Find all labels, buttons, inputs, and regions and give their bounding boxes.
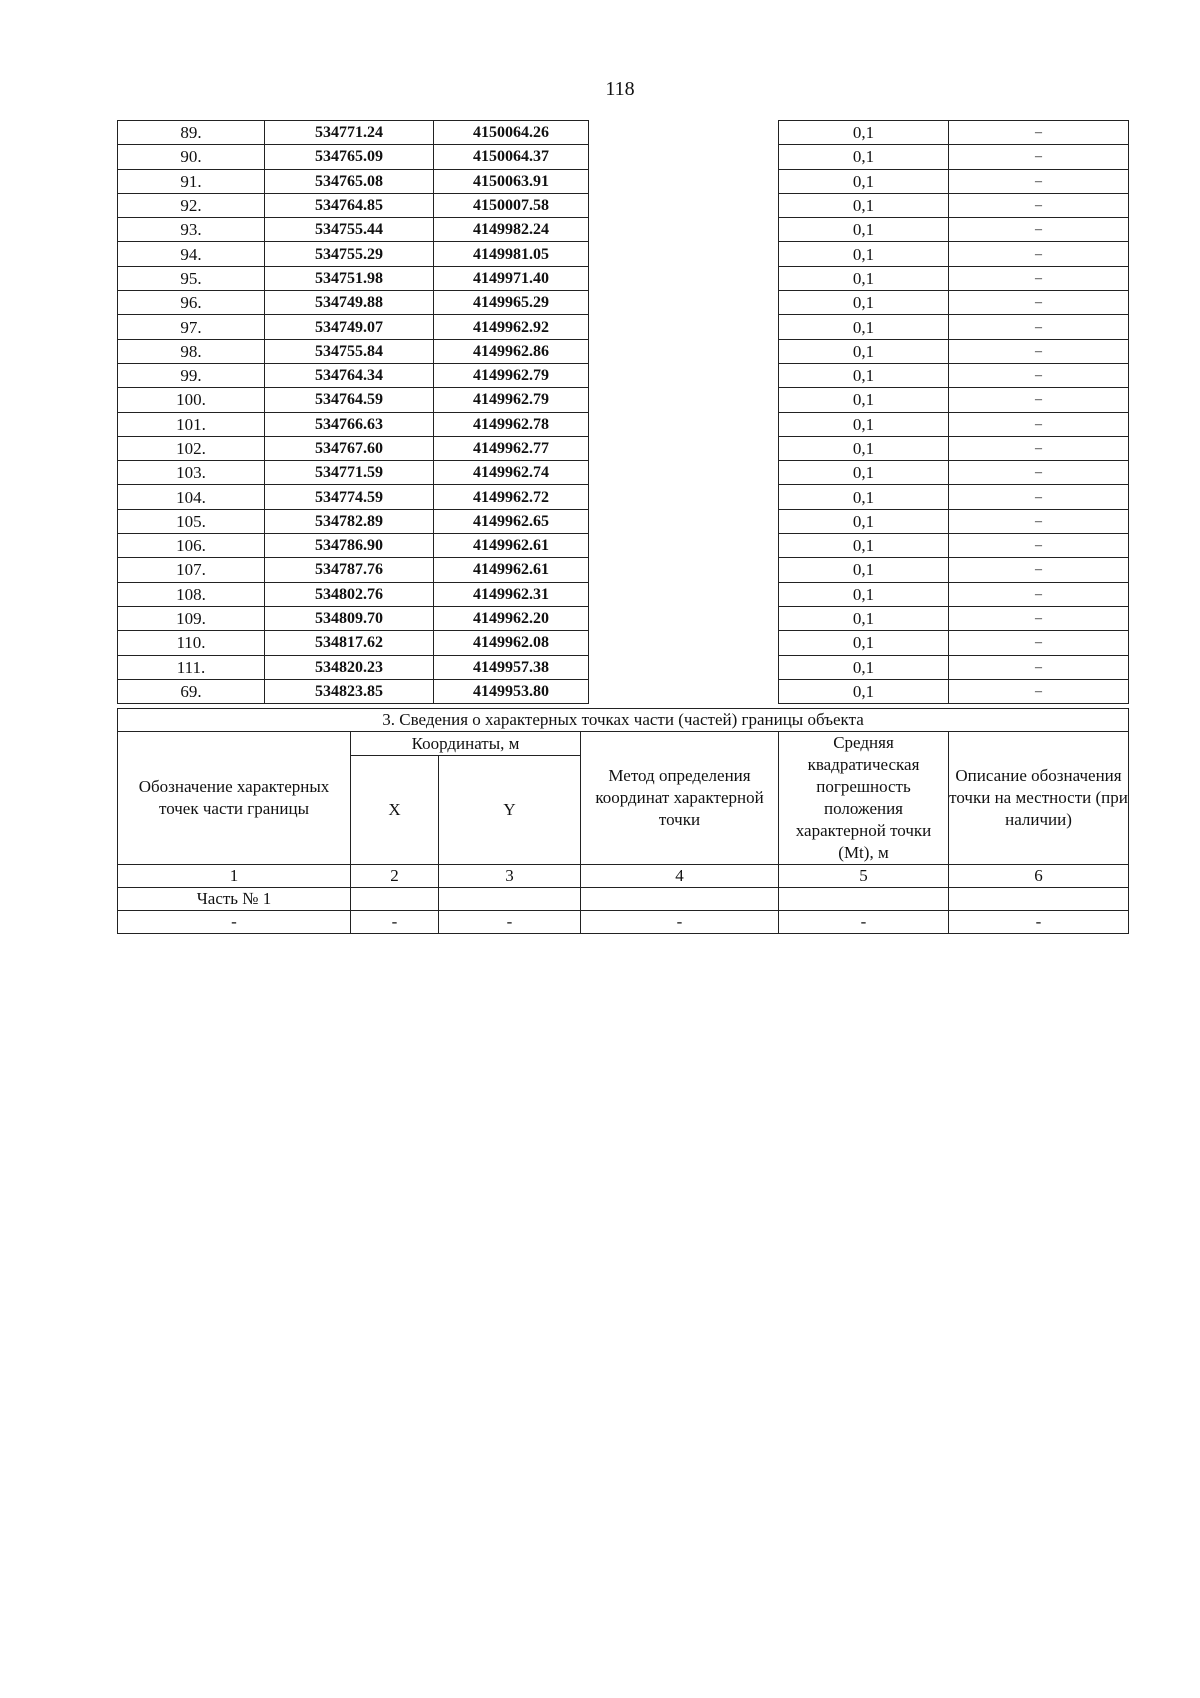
coordinate-row — [118, 145, 1129, 169]
coordinate-y: 4149981.05 — [434, 242, 589, 266]
point-description: – — [949, 339, 1129, 363]
data-cell: - — [581, 911, 779, 934]
coordinate-y: 4149957.38 — [434, 655, 589, 679]
method-cell — [589, 412, 779, 436]
point-description: – — [949, 679, 1129, 703]
point-description: – — [949, 145, 1129, 169]
point-number: 89. — [118, 121, 265, 145]
mean-error-value: 0,1 — [779, 242, 949, 266]
method-cell — [589, 169, 779, 193]
index-cell: 1 — [118, 865, 351, 888]
mean-error-value: 0,1 — [779, 291, 949, 315]
point-number: 108. — [118, 582, 265, 606]
coordinate-row — [118, 315, 1129, 339]
coordinate-x: 534823.85 — [265, 679, 434, 703]
coordinate-y: 4150064.26 — [434, 121, 589, 145]
coordinate-y: 4149953.80 — [434, 679, 589, 703]
coordinate-y: 4149962.79 — [434, 388, 589, 412]
coordinate-row — [118, 534, 1129, 558]
method-cell — [589, 291, 779, 315]
coordinate-x: 534765.09 — [265, 145, 434, 169]
point-number: 98. — [118, 339, 265, 363]
coordinate-row — [118, 679, 1129, 703]
method-cell — [589, 266, 779, 290]
index-cell: 4 — [581, 865, 779, 888]
coordinate-row — [118, 461, 1129, 485]
coordinate-x: 534749.07 — [265, 315, 434, 339]
coordinate-x: 534802.76 — [265, 582, 434, 606]
coordinate-y: 4150064.37 — [434, 145, 589, 169]
point-description: – — [949, 558, 1129, 582]
mean-error-value: 0,1 — [779, 363, 949, 387]
coordinate-row — [118, 266, 1129, 290]
section3-title-row — [118, 709, 1129, 732]
point-number: 105. — [118, 509, 265, 533]
coordinate-y: 4149962.08 — [434, 631, 589, 655]
header-method: Метод определения координат характерной точки — [581, 732, 779, 865]
method-cell — [589, 655, 779, 679]
section3-header-row — [118, 732, 1129, 756]
point-description: – — [949, 509, 1129, 533]
coordinate-x: 534764.85 — [265, 193, 434, 217]
point-number: 110. — [118, 631, 265, 655]
method-cell — [589, 436, 779, 460]
point-number: 101. — [118, 412, 265, 436]
coordinate-row — [118, 485, 1129, 509]
coordinate-x: 534766.63 — [265, 412, 434, 436]
coordinate-y: 4150063.91 — [434, 169, 589, 193]
header-y: Y — [439, 756, 581, 865]
coordinate-x: 534751.98 — [265, 266, 434, 290]
coordinate-x: 534787.76 — [265, 558, 434, 582]
point-description: – — [949, 169, 1129, 193]
point-number: 69. — [118, 679, 265, 703]
point-description: – — [949, 266, 1129, 290]
point-number: 93. — [118, 218, 265, 242]
index-cell: 2 — [351, 865, 439, 888]
method-cell — [589, 121, 779, 145]
point-number: 96. — [118, 291, 265, 315]
point-number: 100. — [118, 388, 265, 412]
section3-part-row — [118, 888, 1129, 911]
coordinate-x: 534771.24 — [265, 121, 434, 145]
section3-title: 3. Сведения о характерных точках части (частей) границы объекта — [118, 709, 1129, 732]
coordinate-row — [118, 193, 1129, 217]
point-description: – — [949, 412, 1129, 436]
method-cell — [589, 242, 779, 266]
method-cell — [589, 558, 779, 582]
coordinate-row — [118, 363, 1129, 387]
coordinate-y: 4150007.58 — [434, 193, 589, 217]
mean-error-value: 0,1 — [779, 388, 949, 412]
coordinate-x: 534764.34 — [265, 363, 434, 387]
mean-error-value: 0,1 — [779, 193, 949, 217]
point-description: – — [949, 485, 1129, 509]
coordinates-table — [117, 120, 1129, 704]
coordinate-row — [118, 412, 1129, 436]
coordinate-x: 534767.60 — [265, 436, 434, 460]
coordinate-x: 534786.90 — [265, 534, 434, 558]
coordinate-x: 534809.70 — [265, 606, 434, 630]
coordinate-x: 534755.84 — [265, 339, 434, 363]
coordinate-y: 4149962.61 — [434, 534, 589, 558]
coordinate-y: 4149982.24 — [434, 218, 589, 242]
method-cell — [589, 339, 779, 363]
coordinate-row — [118, 218, 1129, 242]
coordinate-row — [118, 291, 1129, 315]
method-cell — [589, 388, 779, 412]
point-number: 103. — [118, 461, 265, 485]
index-cell: 5 — [779, 865, 949, 888]
mean-error-value: 0,1 — [779, 218, 949, 242]
mean-error-value: 0,1 — [779, 315, 949, 339]
point-description: – — [949, 242, 1129, 266]
section3-data-row — [118, 911, 1129, 934]
empty-cell — [351, 888, 439, 911]
data-cell: - — [949, 911, 1129, 934]
coordinate-row — [118, 388, 1129, 412]
coordinate-y: 4149962.31 — [434, 582, 589, 606]
coordinate-y: 4149962.20 — [434, 606, 589, 630]
index-cell: 6 — [949, 865, 1129, 888]
coordinate-row — [118, 631, 1129, 655]
coordinate-y: 4149971.40 — [434, 266, 589, 290]
point-description: – — [949, 291, 1129, 315]
coordinate-x: 534755.44 — [265, 218, 434, 242]
point-description: – — [949, 218, 1129, 242]
method-cell — [589, 534, 779, 558]
coordinate-row — [118, 121, 1129, 145]
method-cell — [589, 363, 779, 387]
method-cell — [589, 485, 779, 509]
mean-error-value: 0,1 — [779, 606, 949, 630]
header-point-description: Описание обозначения точки на местности (при наличии) — [949, 732, 1129, 865]
coordinate-x: 534771.59 — [265, 461, 434, 485]
part-label: Часть № 1 — [118, 888, 351, 911]
coordinates-table-body — [118, 121, 1129, 704]
index-cell: 3 — [439, 865, 581, 888]
coordinate-x: 534755.29 — [265, 242, 434, 266]
point-description: – — [949, 363, 1129, 387]
point-description: – — [949, 193, 1129, 217]
coordinate-y: 4149962.72 — [434, 485, 589, 509]
point-description: – — [949, 315, 1129, 339]
method-cell — [589, 145, 779, 169]
method-cell — [589, 218, 779, 242]
empty-cell — [439, 888, 581, 911]
mean-error-value: 0,1 — [779, 145, 949, 169]
point-number: 91. — [118, 169, 265, 193]
mean-error-value: 0,1 — [779, 534, 949, 558]
mean-error-value: 0,1 — [779, 655, 949, 679]
coordinate-x: 534774.59 — [265, 485, 434, 509]
section3-table — [117, 708, 1129, 934]
page-number: 118 — [605, 78, 635, 100]
method-cell — [589, 606, 779, 630]
point-number: 94. — [118, 242, 265, 266]
coordinate-row — [118, 582, 1129, 606]
coordinate-row — [118, 509, 1129, 533]
header-point-designation: Обозначение характерных точек части границы — [118, 732, 351, 865]
empty-cell — [949, 888, 1129, 911]
method-cell — [589, 582, 779, 606]
coordinate-y: 4149962.79 — [434, 363, 589, 387]
mean-error-value: 0,1 — [779, 631, 949, 655]
point-number: 90. — [118, 145, 265, 169]
point-description: – — [949, 121, 1129, 145]
coordinate-y: 4149962.86 — [434, 339, 589, 363]
mean-error-value: 0,1 — [779, 461, 949, 485]
mean-error-value: 0,1 — [779, 582, 949, 606]
method-cell — [589, 461, 779, 485]
data-cell: - — [779, 911, 949, 934]
coordinate-row — [118, 242, 1129, 266]
coordinate-row — [118, 558, 1129, 582]
coordinate-x: 534782.89 — [265, 509, 434, 533]
coordinate-x: 534820.23 — [265, 655, 434, 679]
data-cell: - — [118, 911, 351, 934]
section3-index-row — [118, 865, 1129, 888]
point-description: – — [949, 582, 1129, 606]
coordinate-row — [118, 655, 1129, 679]
point-number: 102. — [118, 436, 265, 460]
coordinate-y: 4149962.65 — [434, 509, 589, 533]
mean-error-value: 0,1 — [779, 679, 949, 703]
coordinate-y: 4149965.29 — [434, 291, 589, 315]
empty-cell — [779, 888, 949, 911]
method-cell — [589, 679, 779, 703]
point-number: 92. — [118, 193, 265, 217]
mean-error-value: 0,1 — [779, 169, 949, 193]
point-number: 97. — [118, 315, 265, 339]
coordinate-x: 534765.08 — [265, 169, 434, 193]
point-number: 107. — [118, 558, 265, 582]
coordinate-y: 4149962.78 — [434, 412, 589, 436]
header-x: X — [351, 756, 439, 865]
point-number: 111. — [118, 655, 265, 679]
data-cell: - — [439, 911, 581, 934]
method-cell — [589, 631, 779, 655]
point-number: 106. — [118, 534, 265, 558]
coordinate-x: 534749.88 — [265, 291, 434, 315]
point-description: – — [949, 436, 1129, 460]
coordinate-y: 4149962.74 — [434, 461, 589, 485]
header-coordinates-group: Координаты, м — [351, 732, 581, 756]
mean-error-value: 0,1 — [779, 558, 949, 582]
point-description: – — [949, 606, 1129, 630]
mean-error-value: 0,1 — [779, 509, 949, 533]
coordinate-x: 534817.62 — [265, 631, 434, 655]
mean-error-value: 0,1 — [779, 266, 949, 290]
point-number: 104. — [118, 485, 265, 509]
point-description: – — [949, 534, 1129, 558]
coordinate-y: 4149962.61 — [434, 558, 589, 582]
coordinate-y: 4149962.77 — [434, 436, 589, 460]
header-mean-error: Средняя квадратическая погрешность положения характерной точки (Mt), м — [779, 732, 949, 865]
point-description: – — [949, 461, 1129, 485]
method-cell — [589, 193, 779, 217]
mean-error-value: 0,1 — [779, 121, 949, 145]
data-cell: - — [351, 911, 439, 934]
coordinate-row — [118, 436, 1129, 460]
point-number: 99. — [118, 363, 265, 387]
mean-error-value: 0,1 — [779, 339, 949, 363]
point-number: 95. — [118, 266, 265, 290]
coordinate-row — [118, 339, 1129, 363]
method-cell — [589, 509, 779, 533]
point-number: 109. — [118, 606, 265, 630]
mean-error-value: 0,1 — [779, 436, 949, 460]
coordinate-x: 534764.59 — [265, 388, 434, 412]
coordinate-row — [118, 169, 1129, 193]
point-description: – — [949, 631, 1129, 655]
coordinate-y: 4149962.92 — [434, 315, 589, 339]
method-cell — [589, 315, 779, 339]
point-description: – — [949, 655, 1129, 679]
coordinate-row — [118, 606, 1129, 630]
point-description: – — [949, 388, 1129, 412]
mean-error-value: 0,1 — [779, 412, 949, 436]
empty-cell — [581, 888, 779, 911]
mean-error-value: 0,1 — [779, 485, 949, 509]
